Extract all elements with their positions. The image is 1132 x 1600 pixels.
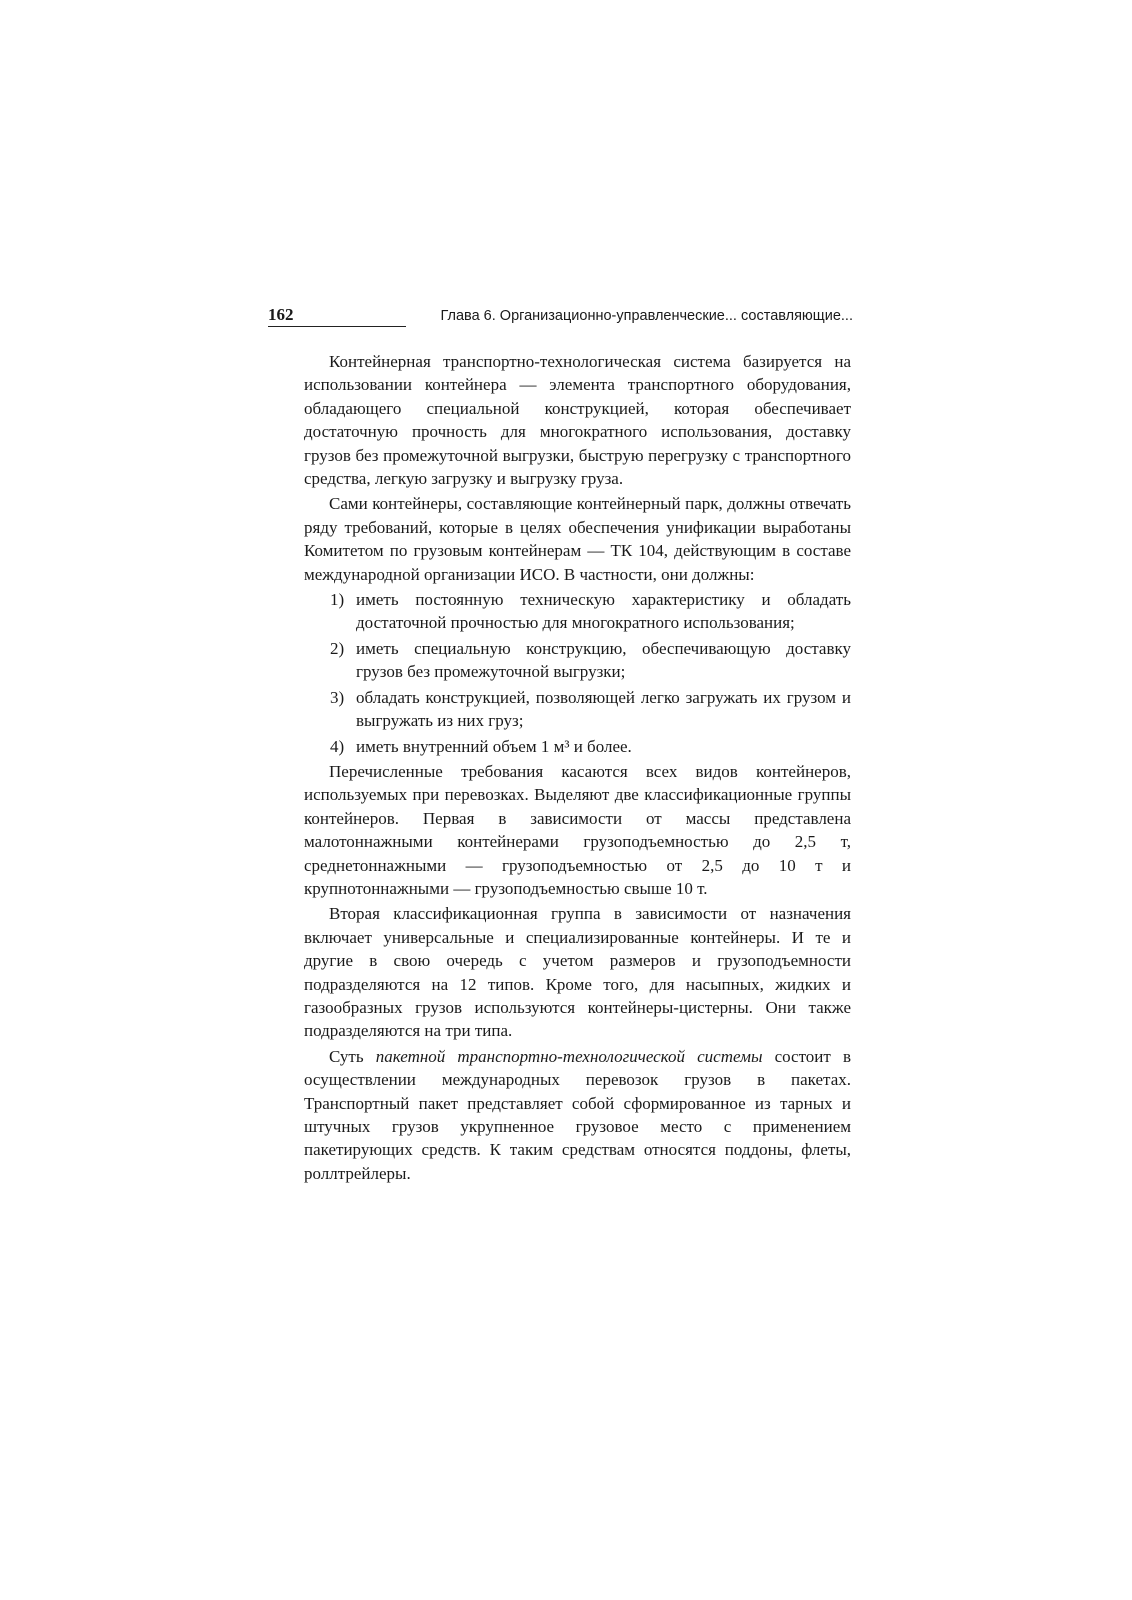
paragraph: Вторая классификационная группа в зависимости от назначения включает универсальные и специализированные контейнеры. И те и другие в свою очередь с учетом размеров и грузоподъемности подразделяются на 12 типов. Кроме того, для насыпных, жидких и газообразных грузов используются контейнеры-цистерны. Они также подразделяются на три типа. (304, 904, 851, 1041)
page-number: 162 (268, 305, 294, 324)
list-item-text: иметь внутренний объем 1 м³ и более. (356, 736, 632, 756)
paragraph (304, 1045, 851, 1185)
list-item-text: обладать конструкцией, позволяющей легко загружать их грузом и выгружать из них груз; (356, 687, 851, 731)
list-item-number: 1) (330, 590, 345, 610)
list-item (304, 637, 851, 684)
paragraph-lead: Суть (329, 1046, 376, 1066)
list-item (304, 686, 851, 733)
paragraph-rest: состоит в осуществлении международных перевозок грузов в пакетах. Транспортный пакет представляет собой сформированное из тарных и штучных грузов укрупненное грузовое место с применением пакетирующих средств. К таким средствам относятся поддоны, флеты, роллтрейлеры. (304, 1046, 851, 1183)
list-item-number: 4) (330, 736, 345, 756)
list-item-text: иметь постоянную техническую характеристику и обладать достаточной прочностью для многократного использования; (356, 590, 851, 633)
list-item (304, 735, 851, 758)
list-item (304, 588, 851, 635)
paragraph: Сами контейнеры, составляющие контейнерный парк, должны отвечать ряду требований, которые в целях обеспечения унификации выработаны Комитетом по грузовым контейнерам — ТК 104, действующим в составе международной организации ИСО. В частности, они должны: (304, 494, 851, 584)
paragraph: Контейнерная транспортно-технологическая система базируется на использовании контейнера — элемента транспортного оборудования, обладающего специальной конструкцией, которая обеспечивает достаточную прочность для многократного использования, доставку грузов без промежуточной выгрузки, быструю перегрузку с транспортного средства, легкую загрузку и выгрузку груза. (304, 352, 851, 489)
emphasized-term: пакетной транспортно-технологической системы (375, 1046, 763, 1066)
running-head (268, 305, 853, 331)
requirements-list (304, 588, 851, 758)
list-item-number: 3) (330, 687, 345, 707)
body-text (304, 350, 851, 1187)
list-item-number: 2) (330, 638, 345, 658)
list-item-text: иметь специальную конструкцию, обеспечивающую доставку грузов без промежуточной выгрузки; (356, 638, 851, 682)
chapter-title: Глава 6. Организационно-управленческие... составляющие... (440, 308, 853, 324)
header-rule (268, 326, 406, 327)
paragraph: Перечисленные требования касаются всех видов контейнеров, используемых при перевозках. Выделяют две классификационные группы контейнеров. Первая в зависимости от массы представлена малотоннажными контейнерами грузоподъемностью до 2,5 т, среднетоннажными — грузоподъемностью от 2,5 до 10 т и крупнотоннажными — грузоподъемностью свыше 10 т. (304, 761, 851, 898)
